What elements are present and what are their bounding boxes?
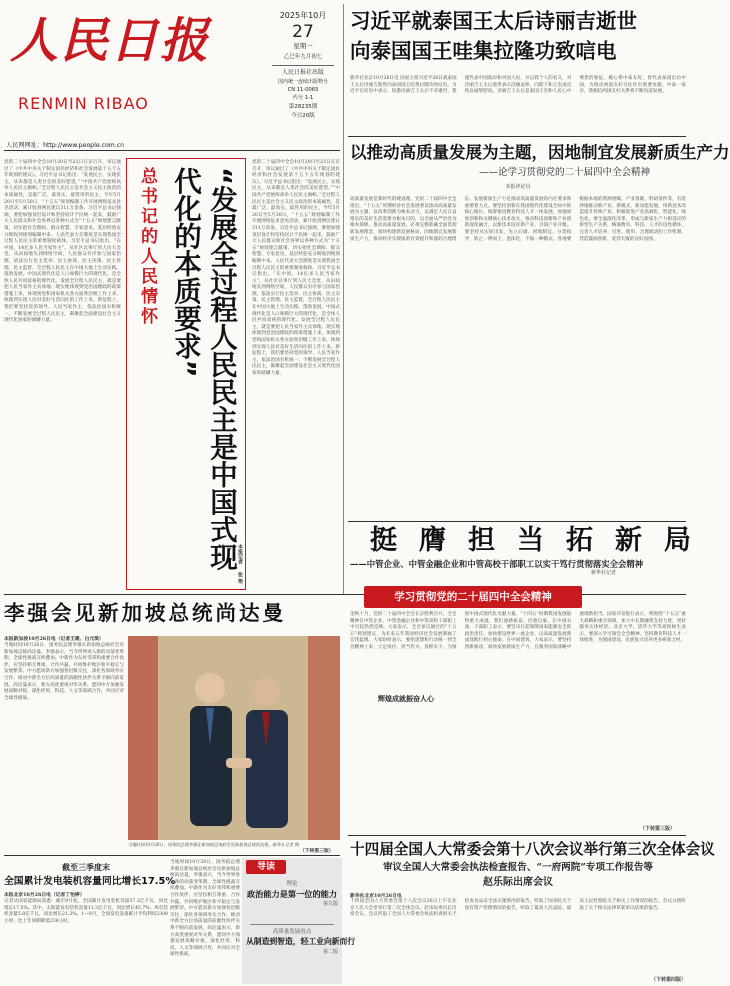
editorial-subtitle: ——论学习贯彻党的二十届四中全会精神	[478, 167, 650, 178]
npc-page-ref: （下转第四版）	[650, 977, 686, 983]
cn-code: CN 11-0065	[287, 87, 319, 93]
npc-headline[interactable]: 十四届全国人大常委会第十八次会议举行第三次全体会议	[350, 841, 715, 858]
issue-number: 第28235期	[288, 104, 318, 110]
stats-reporter: （记者丁怡婷）	[50, 892, 85, 898]
guide-title-tab	[246, 860, 286, 874]
top-story-headline-1[interactable]: 习近平就泰国王太后诗丽吉逝世	[350, 9, 637, 33]
li-qiang-caption: 当地时间10月26日，国务院总理李强在新加坡总统府会见新加坡总统尚达曼。新华社记者 摄	[128, 842, 300, 847]
li-qiang-photo	[128, 636, 340, 840]
soe-subhead: 辉煌成就振奋人心	[378, 695, 434, 703]
guide-title: 导读	[256, 862, 275, 872]
guide-item-1-kicker: 理论	[286, 881, 298, 887]
npc-sub2: 赵乐际出席会议	[483, 877, 553, 888]
guide-box	[242, 858, 356, 984]
date-day: 27	[292, 22, 314, 42]
guide-item-1-page: 第九版	[322, 901, 338, 907]
commentary	[4, 154, 340, 594]
issn-label: 国内统一连续出版物号	[277, 79, 328, 85]
statistics-story	[4, 860, 176, 986]
commentary-reporter-label: 本报记者	[237, 544, 243, 564]
npc-body: 十四届全国人大常委会第十八次会议26日上午在北京人民大会堂举行第三次全体会议。赵乐际委员长出席会议。会议听取了全国人大常委会执法检查组关于检查食品安全法实施情况的报告，听取了国务院关于国有资产管理情况的报告，听取了最高人民法院、最高人民检察院关于相关工作情况的报告。会议分别听取了关于相关法律草案审议结果的报告。	[350, 899, 686, 918]
stats-kicker: 截至三季度末	[62, 862, 110, 872]
guide-item-1-title: 政治能力是第一位的能力	[246, 889, 338, 899]
date-month: 2025年10月	[279, 11, 327, 20]
study-banner	[364, 586, 582, 608]
li-qiang-body-extra: 当地时间10月26日，国务院总理李强在新加坡总统府会见新加坡总统尚达曼。李强表示，当今世界进入新的动荡变革期，全球性挑战交织叠加。中新作为友好邻邦和重要合作伙伴，应坚持相互尊重、合作共赢，共同维护地区和平稳定与发展繁荣。中方愿同新方加强各层级交往，深化各领域务实合作，推动中新全方位高质量的前瞻性伙伴关系不断向前发展。尚达曼表示，新方高度重视对华关系，愿同中方加强发展战略对接，深化经贸、科技、人文等领域合作，共同应对全球性挑战。	[170, 860, 240, 958]
soe-headline[interactable]: 挺膺担当拓新局	[370, 525, 713, 556]
stats-body: 记者从国家能源局获悉：截至9月底，全国累计发电装机容量37.2亿千瓦，同比增长17.5%。其中，太阳能发电装机容量11.3亿千瓦，同比增长45.7%；风电装机容量5.8亿千瓦，同比增长21.3%。1—9月，全国发电设备累计平均利用2308小时，比上年同期降低236小时。	[4, 899, 168, 924]
commentary-reporter: 张 艳	[237, 572, 243, 584]
commentary-headline[interactable]: “发展全过程人民民主是中国式现代化的本质要求”	[169, 167, 237, 571]
li-qiang-story	[4, 598, 340, 854]
soe-page-ref: （下转第三版）	[640, 826, 676, 832]
npc-dateline: 新华社北京10月26日电	[350, 893, 402, 899]
study-banner-text: 学习贯彻党的二十届四中全会精神	[394, 591, 552, 603]
guide-item-2-kicker: 高质量发展看点	[272, 929, 312, 935]
page-count: 今日20版	[291, 113, 315, 119]
li-qiang-body: 当地时间10月26日，国务院总理李强在新加坡总统府会见新加坡总统尚达曼。李强表示，当今世界进入新的动荡变革期，全球性挑战交织叠加。中新作为友好邻邦和重要合作伙伴，应坚持相互尊重、合作共赢，共同维护地区和平稳定与发展繁荣。中方愿同新方加强各层级交往，深化各领域务实合作，推动中新全方位高质量的前瞻性伙伴关系不断向前发展。尚达曼表示，新方高度重视对华关系，愿同中方加强发展战略对接，深化经贸、科技、人文等领域合作，共同应对全球性挑战。	[4, 643, 124, 701]
soe-body: 金秋十月，党的二十届四中全会在京胜利召开，全会精神在中管企业、中管金融企业和中管高校干部职工中引起热烈反响。大家表示，全会审议通过的“十五五”规划建议，为未来五年我国经济社会发展擘画了宏伟蓝图。大家纷纷表示，要把思想和行动统一到全会精神上来，立足岗位、担当作为、真抓实干，为推进中国式现代化贡献力量。“十四五”时期我国发展取得重大成就，我们深感振奋、倍感自豪。在中国石油，干部职工表示，要坚决扛起保障国家能源安全的政治责任，加快建设世界一流企业，以高质量发展新成效践行初心使命。在中国建筑，大家表示，要坚持创新驱动，加快发展新质生产力，在服务国家战略中展现新担当。国家开发银行表示，将围绕“十五五”重大战略和重点领域，加大中长期融资支持力度，更好服务实体经济。北京大学、清华大学等高校师生表示，要深入学习领会全会精神，坚持教育科技人才一体推进，为强国建设、民族复兴培养更多栋梁之材。	[350, 612, 686, 650]
soe-subtitle: ——中管企业、中管金融企业和中管高校干部职工以实干笃行贯彻落实全会精神	[350, 559, 644, 569]
editorial-author: 本报评论员	[505, 184, 531, 190]
soe-reporter: 新华社记者	[590, 570, 616, 576]
li-qiang-text-col	[4, 636, 124, 848]
npc-subtitle: 审议全国人大常委会执法检查报告、“一府两院”专项工作报告等	[382, 862, 654, 873]
li-qiang-reporter: （记者王建、白元琪）	[55, 636, 104, 642]
li-qiang-headline[interactable]: 李强会见新加坡总统尚达曼	[4, 601, 286, 625]
top-story-body: 新华社北京10月26日电 国家主席习近平26日就泰国王太后诗丽吉逝世向泰国国王哇集拉隆功致唁电。习近平在唁电中表示，惊悉诗丽吉王太后不幸逝世，我谨代表中国政府和中国人民，并以我个人的名义，对诗丽吉王太后逝世表示沉痛哀悼，向陛下和王室成员致以诚挚慰问。诗丽吉王太后是泰国王室和人民心中尊贵的象征。她心系中泰友好，曾代表泰国出访中国，为推动两国友好交往作出重要贡献。中泰一家亲，我相信两国友好关系将不断向前发展。	[350, 76, 686, 95]
top-story	[350, 6, 686, 134]
commentary-body-left: 党的二十届四中全会10月20日至23日在京召开，审议通过了《中共中央关于制定国民经济和社会发展第十五个五年规划的建议》。习近平总书记指出：“发展民主、实现民主，从来都是人类社会的美好愿望。”“中国共产党始终高举人民民主旗帜。”全过程人民民主是社会主义民主政治的本质属性，是最广泛、最真实、最管用的民主。今年5月20日至5月30日，“十五五”规划编制工作开展网络征求意见活动，累计收到网民建议311万余条。习近平总书记强调，要把加强顶层设计和坚持问计于民统一起来，鼓励广大人民群众和社会各界以各种方式为“十五五”规划建言献策，切实把社会期盼、群众智慧、专家意见、基层经验充分吸收到规划编制中来。人民代表大会制度是实现我国全过程人民民主的重要制度载体。习近平总书记指出，“在中国，14亿多人民当家作主”。从社区议事厅到人民大会堂，从田间地头到网络空间，人民群众有序参与国家治理，依法实行民主选举、民主协商、民主决策、民主管理、民主监督，全过程人民民主在中国大地上生动实践、蓬勃发展。中国式现代化是人口规模巨大的现代化，是全体人民共同富裕的现代化。发展全过程人民民主，就是要把人民当家作主具体地、现实地体现到党治国理政的政策措施上来，体现到党和国家机关各方面各层级工作上来，体现到实现人民对美好生活向往的工作上来。新征程上，我们要坚持党的领导、人民当家作主、依法治国有机统一，不断发展全过程人民民主，凝聚起全面建设社会主义现代化国家的磅礴力量。	[4, 160, 121, 324]
guide-item-2-title: 从制造到智造，轻工业向新而行	[246, 937, 356, 946]
editorial-body: 高质量发展是新时代的硬道理。党的二十届四中全会指出，“十五五”时期经济社会发展要以推动高质量发展为主题，以改革创新为根本动力，以满足人民日益增长的美好生活需要为根本目的，以全面从严治党为根本保障。推动高质量发展，必须完整准确全面贯彻新发展理念，加快构建新发展格局，因地制宜发展新质生产力，推动经济实现质的有效提升和量的合理增长。发展新质生产力是推动高质量发展的内在要求和重要着力点。要坚持创新在我国现代化建设全局中的核心地位，统筹推进教育科技人才一体发展，加强原始创新和关键核心技术攻关，推动科技创新和产业创新深度融合，以新技术培育新产业、引领产业升级。要坚持从实际出发，先立后破、因地制宜、分类指导，防止一哄而上、泡沫化，不搞一种模式。各地要根据本地的资源禀赋、产业基础、科研条件等，有选择地推动新产业、新模式、新动能发展，用新技术改造提升传统产业，积极促进产业高端化、智能化、绿色化。要全面深化改革，形成与新质生产力相适应的新型生产关系，畅通教育、科技、人才的良性循环，完善人才培养、引进、使用、合理流动的工作机制，营造鼓励创新、宽容失败的良好氛围。	[350, 197, 686, 242]
masthead-pinyin: RENMIN RIBAO	[18, 94, 149, 113]
guide-item-2[interactable]	[246, 928, 356, 956]
commentary-body-right: 党的二十届四中全会10月20日至23日在京召开，审议通过了《中共中央关于制定国民经济和社会发展第十五个五年规划的建议》。习近平总书记指出：“发展民主、实现民主，从来都是人类社会的美好愿望。”“中国共产党始终高举人民民主旗帜。”全过程人民民主是社会主义民主政治的本质属性，是最广泛、最真实、最管用的民主。今年5月20日至5月30日，“十五五”规划编制工作开展网络征求意见活动，累计收到网民建议311万余条。习近平总书记强调，要把加强顶层设计和坚持问计于民统一起来，鼓励广大人民群众和社会各界以各种方式为“十五五”规划建言献策，切实把社会期盼、群众智慧、专家意见、基层经验充分吸收到规划编制中来。人民代表大会制度是实现我国全过程人民民主的重要制度载体。习近平总书记指出，“在中国，14亿多人民当家作主”。从社区议事厅到人民大会堂，从田间地头到网络空间，人民群众有序参与国家治理，依法实行民主选举、民主协商、民主决策、民主管理、民主监督，全过程人民民主在中国大地上生动实践、蓬勃发展。中国式现代化是人口规模巨大的现代化，是全体人民共同富裕的现代化。发展全过程人民民主，就是要把人民当家作主具体地、现实地体现到党治国理政的政策措施上来，体现到党和国家机关各方面各层级工作上来，体现到实现人民对美好生活向往的工作上来。新征程上，我们要坚持党的领导、人民当家作主、依法治国有机统一，不断发展全过程人民民主，凝聚起全面建设社会主义现代化国家的磅礴力量。	[252, 160, 340, 376]
li-qiang-page-ref: （下转第三版）	[300, 848, 334, 854]
guide-item-2-page: 第二版	[322, 949, 338, 955]
top-story-headline-2[interactable]: 向泰国国王哇集拉隆功致唁电	[350, 39, 617, 63]
editorial-headline[interactable]: 以推动高质量发展为主题，因地制宜发展新质生产力	[350, 143, 730, 162]
commentary-box	[126, 158, 246, 590]
npc-story	[350, 839, 715, 986]
li-qiang-dateline: 本报新加坡10月26日电	[4, 636, 56, 642]
weekday: 星期一	[293, 42, 313, 50]
editorial	[350, 140, 730, 520]
stats-dateline: 本报北京10月26日电	[4, 892, 51, 898]
handshake-photo-icon	[128, 636, 340, 840]
masthead-website[interactable]: 人民网网址：http://www.people.com.cn	[6, 142, 125, 149]
issue-box	[268, 10, 338, 150]
guide-item-1[interactable]	[246, 880, 338, 908]
stats-headline[interactable]: 全国累计发电装机容量同比增长17.5%	[4, 876, 176, 887]
daihao: 代号 1-1	[292, 95, 314, 101]
commentary-kicker: 总书记的人民情怀	[137, 167, 157, 327]
lunar-date: 乙巳年九月初七	[283, 54, 323, 60]
publisher: 人民日报社出版	[281, 69, 324, 76]
masthead-logo: 人民日报	[10, 13, 211, 69]
